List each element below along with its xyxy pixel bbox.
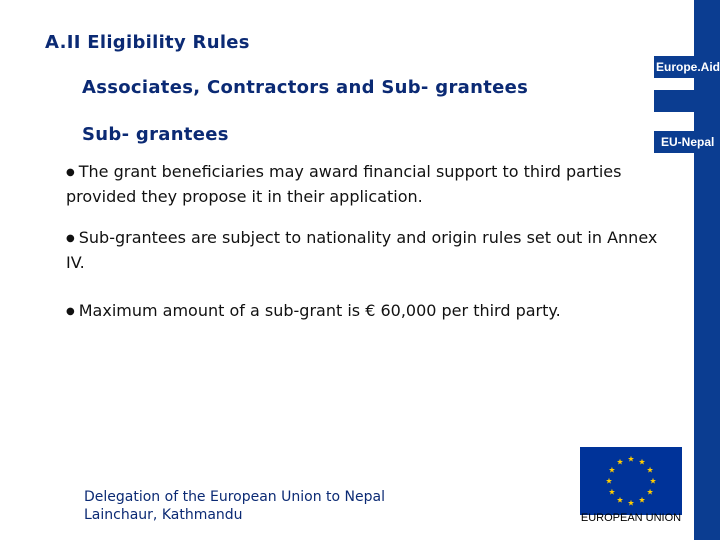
bullet-item (66, 226, 666, 275)
europeaid-tag: Europe.Aid (654, 56, 720, 78)
bullet-text: Sub-grantees are subject to nationality and origin rules set out in Annex IV. (66, 228, 658, 272)
bullet-item (66, 160, 666, 209)
address-line: Lainchaur, Kathmandu (84, 507, 243, 523)
sidebar-stripe (694, 0, 720, 540)
sidebar-blank-tag (654, 90, 720, 112)
slide-title: A.II Eligibility Rules (45, 32, 250, 53)
bullet-text: The grant beneficiaries may award financial support to third parties provided they propose it in their application. (66, 162, 622, 206)
bullet-dot-icon: ● (66, 306, 75, 317)
eu-nepal-tag: EU-Nepal (654, 131, 720, 153)
address-line: Delegation of the European Union to Nepal (84, 489, 385, 505)
bullet-item (66, 299, 666, 324)
bullet-text: Maximum amount of a sub-grant is € 60,000 per third party. (78, 301, 561, 320)
eu-flag-icon (580, 447, 682, 515)
eu-logo-label: EUROPEAN UNION (580, 512, 682, 524)
bullet-list (66, 160, 666, 341)
section-heading: Sub- grantees (82, 124, 229, 145)
bullet-dot-icon: ● (66, 167, 75, 178)
footer-address (84, 488, 385, 524)
slide-subtitle: Associates, Contractors and Sub- grantees (82, 77, 529, 98)
bullet-dot-icon: ● (66, 233, 75, 244)
